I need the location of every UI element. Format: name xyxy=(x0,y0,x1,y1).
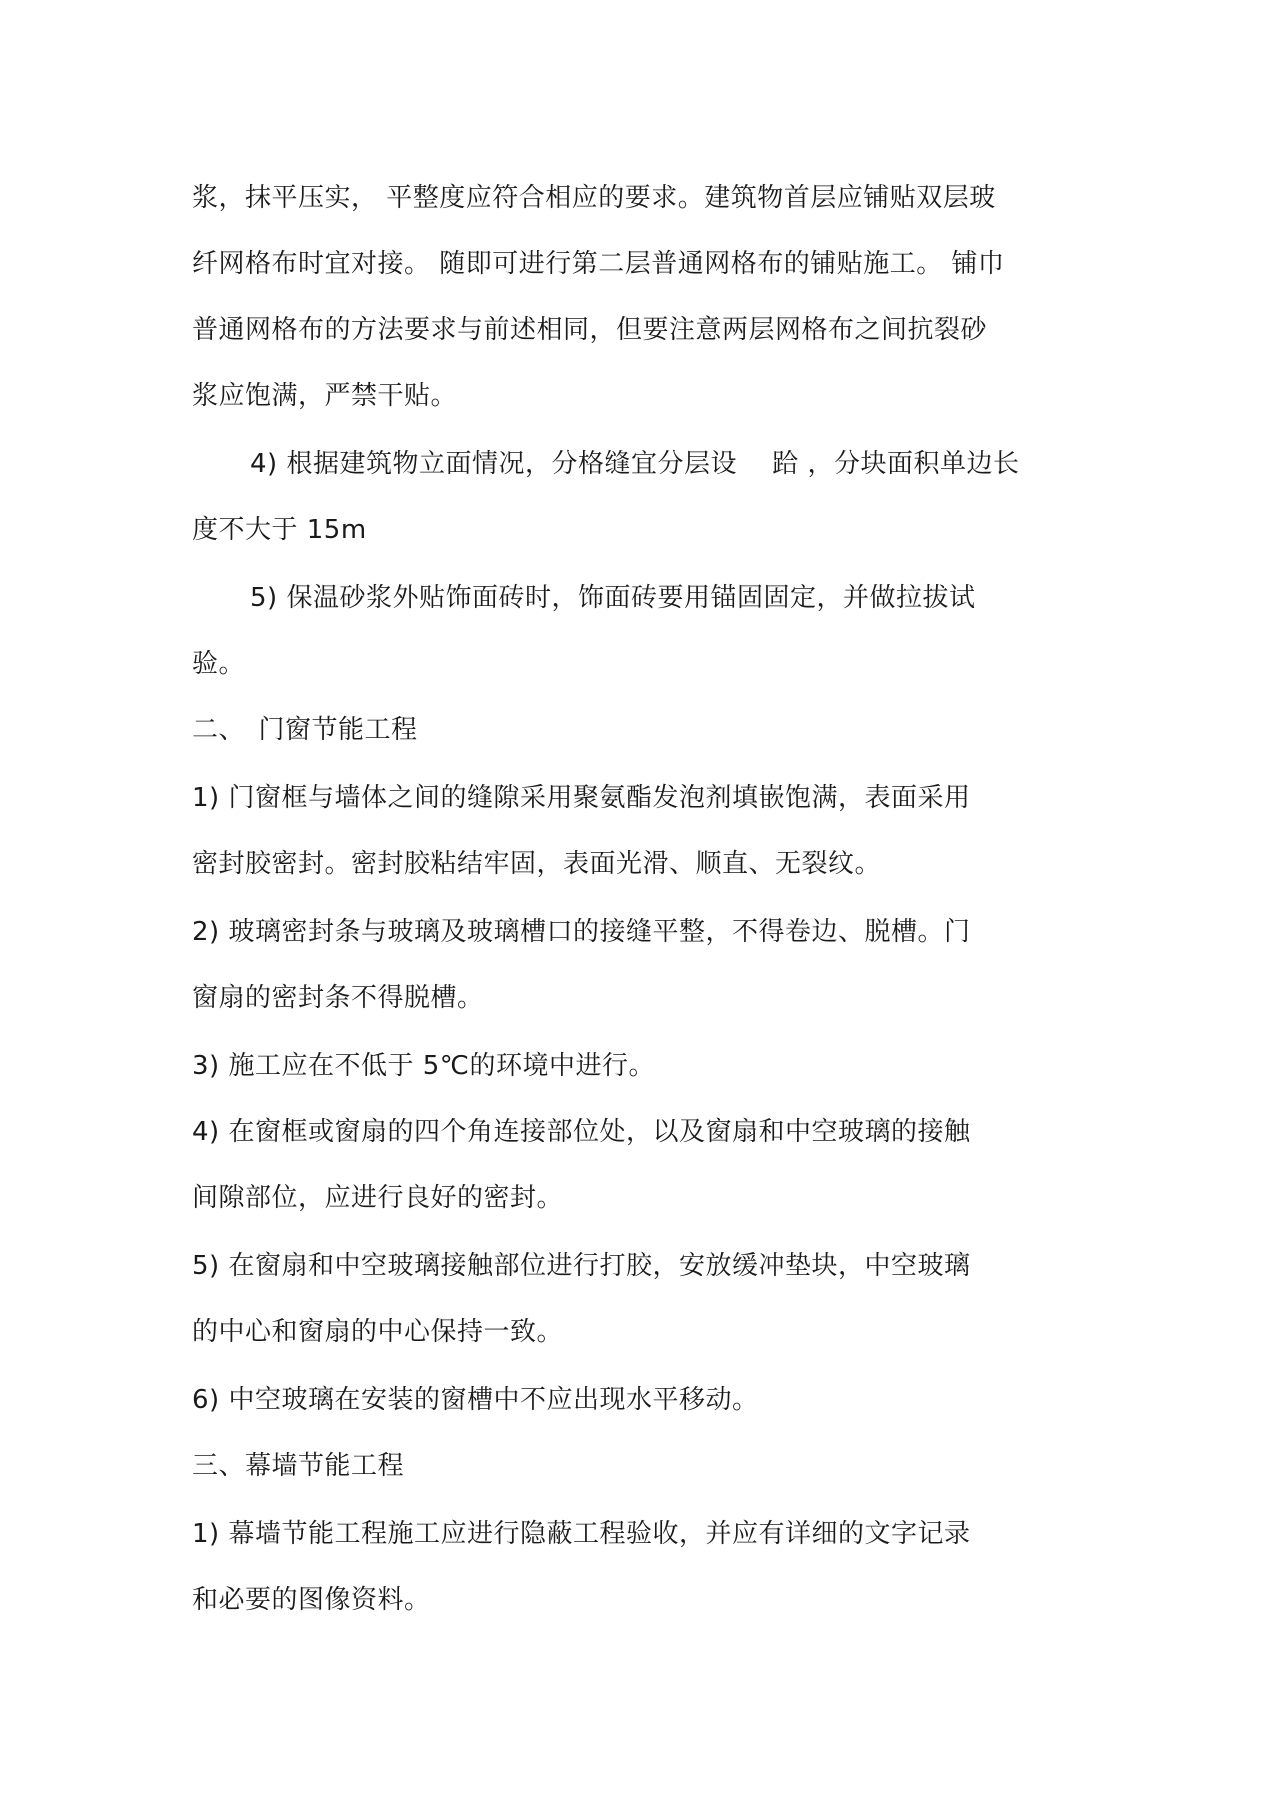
list-item-5: 5) 保温砂浆外贴饰面砖时，饰面砖要用锚固固定，并做拉拔试 xyxy=(250,583,976,613)
paragraph-line: 普通网格布的方法要求与前述相同，但要注意两层网格布之间抗裂砂 xyxy=(192,315,988,345)
paragraph-line: 浆应饱满，严禁干贴。 xyxy=(192,381,458,411)
section-heading: 二、 门窗节能工程 xyxy=(192,715,418,745)
paragraph-line: 浆，抹平压实， 平整度应符合相应的要求。建筑物首层应铺贴双层玻 xyxy=(192,183,996,213)
paragraph-line: 纤网格布时宜对接。 随即可进行第二层普通网格布的铺贴施工。 铺巾 xyxy=(192,249,1005,279)
paragraph-line: 度不大于 15m xyxy=(192,515,367,545)
list-item-4: 4) 根据建筑物立面情况，分格缝宜分层设 跲 ，分块面积单边长 xyxy=(250,449,1020,479)
paragraph-line: 密封胶密封。密封胶粘结牢固，表面光滑、顺直、无裂纹。 xyxy=(192,849,882,879)
list-item-2: 2) 玻璃密封条与玻璃及玻璃槽口的接缝平整，不得卷边、脱槽。门 xyxy=(192,917,971,947)
list-item-5b: 5) 在窗扇和中空玻璃接触部位进行打胶，安放缓冲垫块，中空玻璃 xyxy=(192,1251,971,1281)
list-item-6: 6) 中空玻璃在安装的窗槽中不应出现水平移动。 xyxy=(192,1385,759,1415)
paragraph-line: 的中心和窗扇的中心保持一致。 xyxy=(192,1317,564,1347)
list-item-1: 1) 门窗框与墙体之间的缝隙采用聚氨酯发泡剂填嵌饱满，表面采用 xyxy=(192,783,971,813)
list-item-1b: 1) 幕墙节能工程施工应进行隐蔽工程验收，并应有详细的文字记录 xyxy=(192,1519,971,1549)
section-heading: 三、幕墙节能工程 xyxy=(192,1451,405,1481)
list-item-3: 3) 施工应在不低于 5℃的环境中进行。 xyxy=(192,1051,655,1081)
paragraph-line: 和必要的图像资料。 xyxy=(192,1585,431,1615)
paragraph-line: 验。 xyxy=(192,649,246,679)
paragraph-line: 窗扇的密封条不得脱槽。 xyxy=(192,983,484,1013)
paragraph-line: 间隙部位，应进行良好的密封。 xyxy=(192,1183,564,1213)
list-item-4b: 4) 在窗框或窗扇的四个角连接部位处，以及窗扇和中空玻璃的接触 xyxy=(192,1117,971,1147)
